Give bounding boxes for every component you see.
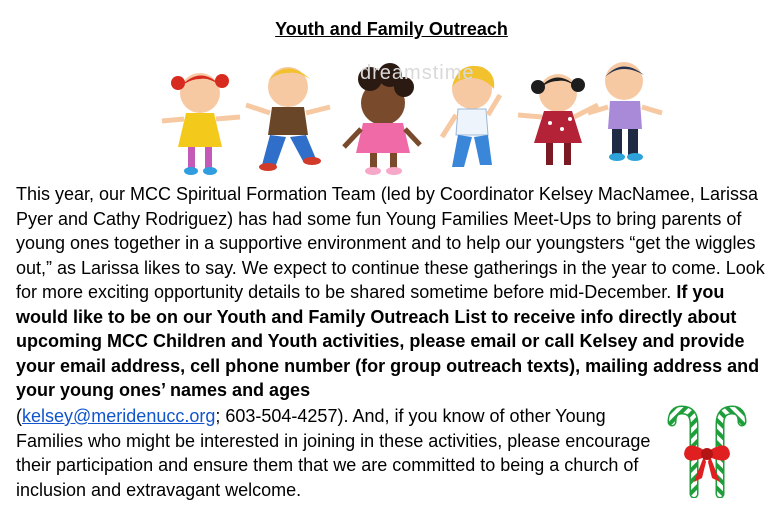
bold-request-text: If you would like to be on our Youth and Family Outreach List to receive info directly about upcoming MCC Children and Youth activities, please email or call Kelsey and provide your email address, cell phone number (for group outreach texts), mailing address and your young ones’ names and ages xyxy=(16,282,760,400)
article-tail xyxy=(16,404,656,502)
paren-open: ( xyxy=(16,406,22,426)
candy-canes-icon xyxy=(664,404,750,498)
child-6-figure xyxy=(588,62,662,161)
article-body xyxy=(16,182,778,403)
page-title: Youth and Family Outreach xyxy=(275,19,508,39)
child-1-figure xyxy=(162,73,240,175)
child-5-figure xyxy=(518,74,598,165)
closing-text: And, if you know of other Young Families who might be interested in joining in these activities, please encourage their participation and ensure them that we are committed to being a church of inclusion and extravagant welcome. xyxy=(16,406,651,500)
phone-text: ; 603-504-4257). xyxy=(215,406,353,426)
email-link[interactable]: kelsey@meridenucc.org xyxy=(22,406,216,426)
intro-text: This year, our MCC Spiritual Formation Team (led by Coordinator Kelsey MacNamee, Larissa Pyer and Cathy Rodriguez) has had some fun Young Families Meet-Ups to bring parents of young ones together in a supportive environment and to help our youngsters “get the wiggles out,” as Larissa likes to say. We expect to continue these gatherings in the year to come. Look for more exciting opportunity details to be shared sometime before mid-December. xyxy=(16,184,765,302)
watermark-text: dreamstime xyxy=(360,62,475,84)
child-2-figure xyxy=(246,67,330,171)
article-paragraph xyxy=(16,182,778,403)
